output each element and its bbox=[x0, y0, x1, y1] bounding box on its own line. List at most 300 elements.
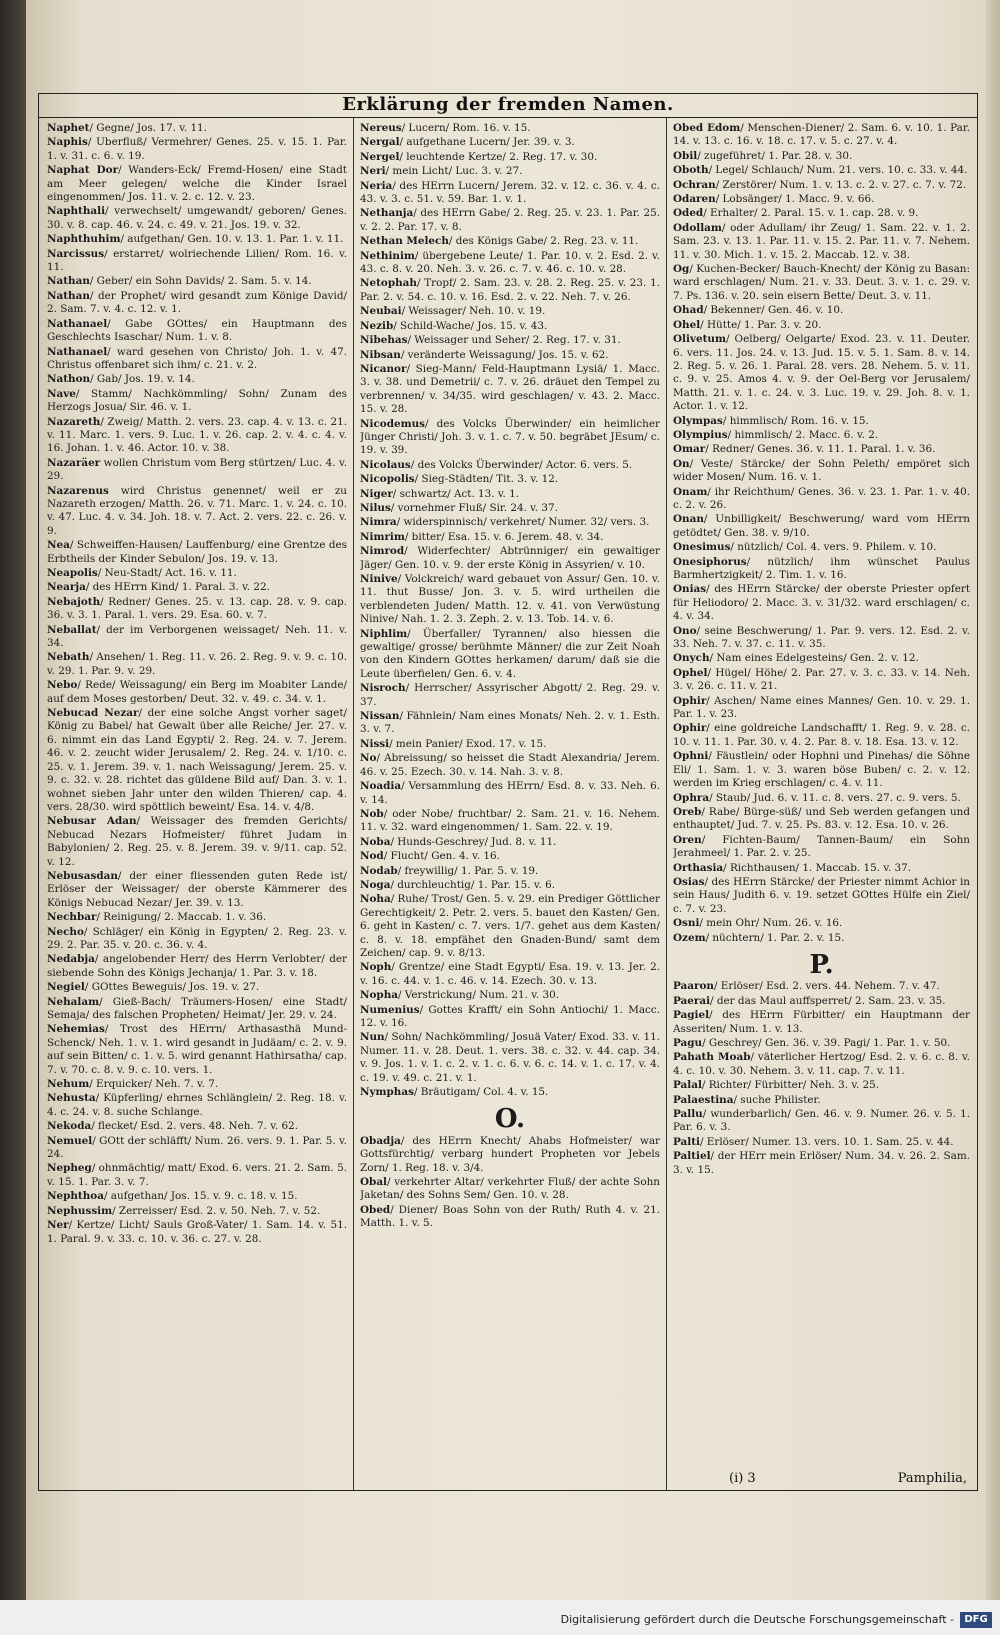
entry-text: / seine Beschwerung/ 1. Par. 9. vers. 12. Esd. 2. v. 33. Neh. 7. v. 37. c. 11. v. 35. bbox=[673, 624, 970, 651]
entry-headword: Ohad bbox=[673, 304, 704, 317]
entry-headword: Neria bbox=[360, 179, 393, 192]
glossary-entry bbox=[47, 1205, 347, 1218]
glossary-entry bbox=[360, 989, 660, 1002]
entry-text: / des HErrn Stärcke/ der oberste Priester opfert für Heliodoro/ 2. Macc. 3. v. 31/32. ward erschlagen/ c. 4. v. 34. bbox=[673, 583, 970, 623]
entry-text: / nützlich/ ihm wünschet Paulus Barmhertzigkeit/ 2. Tim. 1. v. 16. bbox=[673, 555, 970, 581]
glossary-entry bbox=[673, 1150, 970, 1177]
entry-text: / des HErrn Lucern/ Jerem. 32. v. 12. c. 36. v. 4. c. 43. v. 3. c. 51. v. 59. Bar. 1. v. 1. bbox=[360, 179, 660, 206]
entry-text: / des HErrn Kind/ 1. Paral. 3. v. 22. bbox=[85, 581, 270, 594]
entry-text: / Widerfechter/ Abtrünniger/ ein gewaltiger Jäger/ Gen. 10. v. 9. der erste König in Assyrien/ v. 10. bbox=[360, 545, 660, 571]
glossary-entry bbox=[360, 277, 660, 304]
glossary-entry bbox=[673, 333, 970, 413]
entry-text: / der HErr mein Erlöser/ Num. 34. v. 26. 2. Sam. 3. v. 15. bbox=[673, 1150, 970, 1176]
glossary-entry bbox=[360, 893, 660, 960]
entry-headword: Paerai bbox=[673, 994, 711, 1007]
entry-text: / des HErrn Gabe/ 2. Reg. 25. v. 23. 1. Par. 25. v. 2. 2. Par. 17. v. 8. bbox=[360, 207, 660, 233]
entry-headword: Neballat bbox=[47, 623, 97, 636]
glossary-entry bbox=[673, 458, 970, 485]
glossary-entry bbox=[360, 1086, 660, 1099]
entry-text: / Uberfluß/ Vermehrer/ Genes. 25. v. 15. 1. Par. 1. v. 31. c. 6. v. 19. bbox=[47, 136, 347, 162]
entry-text: / oder Nobe/ fruchtbar/ 2. Sam. 21. v. 16. Nehem. 11. v. 32. ward eingenommen/ 1. Sam. 22. v. 19. bbox=[360, 807, 660, 834]
entry-headword: Nathon bbox=[47, 373, 91, 386]
glossary-entry bbox=[673, 722, 970, 749]
entry-text: / des HErrn Stärcke/ der Priester nimmt Achior in sein Haus/ Judith 6. v. 19. setzet GOttes Hülfe ein Ziel/ c. 7. v. 23. bbox=[673, 875, 970, 915]
entry-text: / Zweig/ Matth. 2. vers. 23. cap. 4. v. 13. c. 21. v. 11. Marc. 1. vers. 9. Luc. 1. v. 26. cap. 2. v. 4. c. 4. v. 16. Johan. 1. v. 46. Actor. 10. v. 38. bbox=[47, 415, 347, 455]
entry-headword: Onam bbox=[673, 485, 708, 498]
entry-headword: Ochran bbox=[673, 178, 716, 191]
entry-text: / Legel/ Schlauch/ Num. 21. vers. 10. c. 33. v. 44. bbox=[708, 164, 968, 177]
glossary-entry bbox=[673, 695, 970, 722]
entry-text: / Bräutigam/ Col. 4. v. 15. bbox=[413, 1086, 549, 1099]
entry-headword: Nimra bbox=[360, 516, 397, 529]
entry-text: / verwechselt/ umgewandt/ geboren/ Genes. 30. v. 8. cap. 46. v. 24. c. 49. v. 21. Jos. 19. v. 32. bbox=[47, 205, 347, 231]
entry-headword: Noadia bbox=[360, 780, 402, 793]
entry-text: / widerspinnisch/ verkehret/ Numer. 32/ vers. 3. bbox=[396, 516, 650, 529]
entry-headword: Nissan bbox=[360, 710, 400, 723]
entry-headword: Noga bbox=[360, 878, 391, 891]
entry-text: / Fähnlein/ Nam eines Monats/ Neh. 2. v. 1. Esth. 3. v. 7. bbox=[360, 710, 660, 736]
entry-text: / der eine solche Angst vorher saget/ König zu Babel/ hat Gewalt über alle Reiche/ Jer. 27. v. 6. nimmt ein das Land Egypti/ 2. Reg. 24. v. 7. Jerem. 46. v. 2. zeucht wider Jerusalem/ 2. Reg. 24. v. 1/10. c. 25. v. 1. Jerem. 39. v. 1. nach Weissagung/ Jerem. 25. v. 9. c. 32. v. 28. richtet das güldene Bild auf/ Dan. 3. v. 1. wohnet sieben Jahr unter den wilden Thieren/ cap. 4. vers. 28/30. wird spöttlich beweint/ Esa. 14. v. 4/8. bbox=[47, 707, 347, 813]
glossary-entry bbox=[360, 836, 660, 849]
glossary-entry bbox=[47, 136, 347, 163]
entry-headword: Olivetum bbox=[673, 333, 726, 346]
glossary-entry bbox=[673, 304, 970, 317]
page-header: Erklärung der fremden Namen. bbox=[342, 94, 674, 115]
glossary-entry bbox=[673, 834, 970, 861]
entry-text: / Erlöser/ Esd. 2. vers. 44. Nehem. 7. v. 47. bbox=[713, 980, 940, 993]
glossary-entry bbox=[360, 545, 660, 572]
glossary-entry bbox=[673, 876, 970, 916]
entry-text: / Zerstörer/ Num. 1. v. 13. c. 2. v. 27. c. 7. v. 72. bbox=[715, 178, 967, 191]
glossary-entry bbox=[47, 388, 347, 415]
entry-headword: No bbox=[360, 752, 377, 765]
entry-headword: Nechbar bbox=[47, 911, 97, 924]
entry-text: / Menschen-Diener/ 2. Sam. 6. v. 10. 1. Par. 14. v. 13. c. 16. v. 18. c. 17. v. 5. c. 27. v. 4. bbox=[673, 122, 970, 148]
column-3 bbox=[673, 122, 970, 1462]
glossary-entry bbox=[360, 418, 660, 458]
glossary-entry bbox=[673, 263, 970, 303]
entry-headword: Nazaräer bbox=[47, 456, 101, 469]
glossary-entry bbox=[673, 792, 970, 805]
entry-headword: Nebusasdan bbox=[47, 869, 118, 882]
entry-text: / Wanders-Eck/ Fremd-Hosen/ eine Stadt am Meer gelegen/ welche die Kinder Israel eingenommen/ Jos. 11. v. 2. c. 12. v. 23. bbox=[47, 164, 347, 204]
entry-text: / Hütte/ 1. Par. 3. v. 20. bbox=[700, 318, 822, 331]
entry-headword: Nimrim bbox=[360, 530, 405, 543]
glossary-entry bbox=[673, 193, 970, 206]
glossary-entry bbox=[360, 349, 660, 362]
entry-headword: Naphis bbox=[47, 136, 88, 149]
entry-text: / durchleuchtig/ 1. Par. 15. v. 6. bbox=[390, 878, 556, 891]
entry-text: / Erhalter/ 2. Paral. 15. v. 1. cap. 28. v. 9. bbox=[703, 207, 919, 220]
glossary-entry bbox=[360, 516, 660, 529]
glossary-entry bbox=[360, 250, 660, 277]
glossary-entry bbox=[360, 1031, 660, 1085]
entry-headword: Onych bbox=[673, 652, 710, 665]
glossary-entry bbox=[673, 1079, 970, 1092]
entry-headword: Onesiphorus bbox=[673, 555, 747, 568]
entry-headword: Naphthuhim bbox=[47, 233, 121, 246]
column-divider bbox=[353, 118, 354, 1490]
entry-headword: Onesimus bbox=[673, 541, 731, 554]
entry-headword: Narcissus bbox=[47, 247, 105, 260]
entry-text: / Neu-Stadt/ Act. 16. v. 11. bbox=[97, 567, 237, 579]
entry-text: / angelobender Herr/ des Herrn Verlobter/ der siebende Sohn des Königs Jechanja/ 1. Par. 3. v. 18. bbox=[47, 953, 347, 979]
entry-headword: Pallu bbox=[673, 1108, 703, 1121]
entry-headword: Onan bbox=[673, 513, 704, 526]
entry-text: / ward gesehen von Christo/ Joh. 1. v. 47. Christus offenbaret sich ihm/ c. 21. v. 2. bbox=[47, 345, 347, 371]
glossary-entry bbox=[47, 233, 347, 246]
glossary-entry bbox=[673, 1136, 970, 1149]
entry-headword: Naphthali bbox=[47, 205, 106, 218]
glossary-entry bbox=[673, 667, 970, 694]
text-frame bbox=[38, 93, 978, 1491]
entry-headword: Nathan bbox=[47, 289, 90, 302]
entry-text: / veränderte Weissagung/ Jos. 15. v. 62. bbox=[400, 348, 609, 361]
entry-text: / verkehrter Altar/ verkehrter Fluß/ der achte Sohn Jaketan/ des Sohns Sem/ Gen. 10. v. 28. bbox=[360, 1176, 660, 1202]
entry-text: / Schild-Wache/ Jos. 15. v. 43. bbox=[393, 319, 548, 332]
glossary-entry bbox=[360, 879, 660, 892]
catchword: Pamphilia, bbox=[897, 1471, 967, 1486]
entry-text: / GOttes Beweguis/ Jos. 19. v. 27. bbox=[84, 981, 260, 994]
glossary-entry bbox=[673, 429, 970, 442]
entry-text: / leuchtende Kertze/ 2. Reg. 17. v. 30. bbox=[399, 150, 598, 163]
entry-headword: Nymphas bbox=[360, 1086, 414, 1099]
entry-headword: Noha bbox=[360, 893, 391, 906]
entry-text: / Veste/ Stärcke/ der Sohn Peleth/ empöret sich wider Mosen/ Num. 16. v. 1. bbox=[673, 457, 970, 484]
glossary-entry bbox=[47, 248, 347, 275]
entry-text: / der einer fliessenden guten Rede ist/ Erlöser der Weissager/ der oberste Kämmerer des Königs Nebucad Nezar/ Jer. 39. v. 13. bbox=[47, 869, 347, 909]
glossary-entry bbox=[673, 1009, 970, 1036]
entry-text: / Sieg-Städten/ Tit. 3. v. 12. bbox=[414, 473, 559, 486]
glossary-entry bbox=[47, 416, 347, 456]
entry-headword: Ohel bbox=[673, 318, 701, 331]
glossary-entry bbox=[673, 806, 970, 833]
entry-text: / Ruhe/ Trost/ Gen. 5. v. 29. ein Prediger Göttlicher Gerechtigkeit/ 2. Petr. 2. vers. 5. bauet den Kasten/ Gen. 6. geht in Kasten/ c. 7. vers. 1/7. gehet aus dem Kasten/ c. 8. v. 18. empfähet den Gnaden-Bund/ samt dem Zeichen/ cap. 9. v. 8/13. bbox=[360, 893, 660, 959]
glossary-entry bbox=[673, 750, 970, 790]
entry-text: / Hügel/ Höhe/ 2. Par. 27. v. 3. c. 33. v. 14. Neh. 3. v. 26. c. 11. v. 21. bbox=[673, 666, 970, 693]
glossary-entry bbox=[673, 652, 970, 665]
entry-text: / Verstrickung/ Num. 21. v. 30. bbox=[397, 989, 560, 1002]
entry-text: / Oelberg/ Oelgarte/ Exod. 23. v. 11. Deuter. 6. vers. 11. Jos. 24. v. 13. Jud. 15. v. 5. 1. Sam. 8. v. 14. 2. Reg. 5. v. 26. 1. Paral. 28. vers. 28. Nehem. 5. v. 11. c. 9. v. 25. Amos 4. v. 9. der Oel-Berg vor Jerusalem/ Matth. 21. v. 1. c. 24. v. 3. Luc. 19. v. 29. Joh. 8. v. 1. Actor. 1. v. 12. bbox=[673, 333, 970, 413]
entry-text: / Stamm/ Nachkömmling/ Sohn/ Zunam des Herzogs Josua/ Sir. 46. v. 1. bbox=[47, 387, 347, 414]
scan-margin bbox=[0, 0, 26, 1635]
entry-headword: Netophah bbox=[360, 277, 417, 290]
glossary-entry bbox=[47, 624, 347, 651]
entry-text: / Weissager des fremden Gerichts/ Nebucad Nezars Hofmeister/ führet Judam in Babylonien/ 2. Reg. 25. v. 8. Jerem. 39. v. 9/11. cap. 52. v. 12. bbox=[47, 815, 347, 868]
entry-text: / Hunds-Geschrey/ Jud. 8. v. 11. bbox=[390, 835, 557, 848]
entry-text: / Weissager und Seher/ 2. Reg. 17. v. 31. bbox=[407, 334, 621, 347]
entry-headword: Ophra bbox=[673, 791, 710, 804]
entry-text: / Erlöser/ Numer. 13. vers. 10. 1. Sam. 25. v. 44. bbox=[699, 1135, 954, 1148]
entry-text: / Herrscher/ Assyrischer Abgott/ 2. Reg. 29. v. 37. bbox=[360, 682, 660, 708]
glossary-entry bbox=[360, 180, 660, 207]
entry-text: / Überfaller/ Tyrannen/ also hiessen die gewaltige/ grosse/ berühmte Männer/ die zur Zeit Noah von den Kindern GOttes herkamen/ darum/ daß sie die Leute überfielen/ Gen. 6. v. 4. bbox=[360, 627, 660, 680]
glossary-entry bbox=[360, 305, 660, 318]
entry-headword: Nave bbox=[47, 387, 76, 400]
entry-text: / Erquicker/ Neh. 7. v. 7. bbox=[89, 1078, 219, 1091]
glossary-entry bbox=[360, 235, 660, 248]
entry-headword: Obed bbox=[360, 1203, 391, 1216]
glossary-entry bbox=[360, 573, 660, 627]
entry-headword: Nebo bbox=[47, 679, 78, 692]
entry-text: / nützlich/ Col. 4. vers. 9. Philem. v. 10. bbox=[730, 541, 937, 554]
glossary-entry bbox=[360, 363, 660, 417]
entry-headword: Neapolis bbox=[47, 567, 98, 579]
glossary-entry bbox=[673, 932, 970, 945]
entry-text: / Volckreich/ ward gebauet von Assur/ Gen. 10. v. 11. thut Busse/ Jon. 3. v. 5. wird urtheilen die verblendeten Juden/ Matth. 12. v. 41. von Verwüstung Ninive/ Nah. 1. 2. 3. Zeph. 2. v. 13. Tob. 14. v. 6. bbox=[360, 573, 660, 626]
entry-headword: Nicopolis bbox=[360, 473, 415, 486]
entry-text: / der im Verborgenen weissaget/ Neh. 11. v. 34. bbox=[47, 623, 347, 650]
column-1 bbox=[47, 122, 347, 1462]
entry-headword: Palaestina bbox=[673, 1093, 734, 1106]
glossary-entry bbox=[360, 165, 660, 178]
entry-text: / Redner/ Genes. 36. v. 11. 1. Paral. 1. v. 36. bbox=[705, 443, 936, 456]
entry-headword: Nethanja bbox=[360, 207, 414, 220]
entry-text: / Lobsänger/ 1. Macc. 9. v. 66. bbox=[715, 193, 875, 206]
glossary-entry bbox=[673, 207, 970, 220]
entry-text: wollen Christum vom Berg stürtzen/ Luc. 4. v. 29. bbox=[47, 456, 347, 483]
glossary-entry bbox=[360, 780, 660, 807]
glossary-entry bbox=[360, 1176, 660, 1203]
glossary-entry bbox=[360, 710, 660, 737]
entry-headword: Ono bbox=[673, 624, 697, 637]
glossary-entry bbox=[47, 815, 347, 869]
glossary-entry bbox=[360, 151, 660, 164]
entry-text: / himmlisch/ Rom. 16. v. 15. bbox=[722, 414, 869, 427]
glossary-entry bbox=[47, 539, 347, 566]
entry-headword: Nergal bbox=[360, 136, 400, 149]
entry-text: / Fichten-Baum/ Tannen-Baum/ ein Sohn Jerahmeel/ 1. Par. 2. v. 25. bbox=[673, 833, 970, 860]
glossary-entry bbox=[360, 334, 660, 347]
glossary-entry bbox=[360, 122, 660, 135]
glossary-entry bbox=[47, 1078, 347, 1091]
entry-headword: Nilus bbox=[360, 501, 391, 514]
entry-text: / Rabe/ Bürge-süß/ und Seb werden gefangen und enthauptet/ Jud. 7. v. 25. Ps. 83. v. 12. Esa. 10. v. 26. bbox=[673, 805, 970, 832]
glossary-entry bbox=[673, 1037, 970, 1050]
entry-headword: Obil bbox=[673, 149, 698, 162]
entry-text: / zugeführet/ 1. Par. 28. v. 30. bbox=[697, 149, 853, 162]
glossary-entry bbox=[673, 179, 970, 192]
entry-text: / Abreissung/ so heisset die Stadt Alexandria/ Jerem. 46. v. 25. Ezech. 30. v. 14. Nah. 3. v. 8. bbox=[360, 752, 660, 778]
entry-headword: Paltiel bbox=[673, 1150, 711, 1163]
glossary-entry bbox=[47, 1120, 347, 1133]
entry-text: / Trost des HErrn/ Arthasasthä Mund-Schenck/ Neh. 1. v. 1. wird gesandt in Judäam/ c. 2. v. 9. auf sein Bitten/ c. 1. v. 5. wird genannt Hathirsatha/ cap. 7. v. 70. c. 8. v. 9. c. 10. vers. 1. bbox=[47, 1023, 347, 1076]
glossary-entry bbox=[360, 682, 660, 709]
entry-text: / vornehmer Fluß/ Sir. 24. v. 37. bbox=[390, 501, 558, 514]
entry-headword: Paaron bbox=[673, 980, 714, 993]
glossary-entry bbox=[360, 531, 660, 544]
entry-headword: Nea bbox=[47, 539, 70, 552]
entry-headword: Omar bbox=[673, 443, 706, 456]
entry-headword: Nun bbox=[360, 1031, 385, 1044]
entry-headword: Nicodemus bbox=[360, 417, 425, 430]
glossary-entry bbox=[360, 320, 660, 333]
glossary-entry bbox=[673, 1051, 970, 1078]
column-divider bbox=[666, 118, 667, 1490]
glossary-entry bbox=[47, 373, 347, 386]
entry-text: / Flucht/ Gen. 4. v. 16. bbox=[383, 850, 500, 863]
entry-text: / Nam eines Edelgesteins/ Gen. 2. v. 12. bbox=[709, 652, 919, 665]
glossary-entry bbox=[673, 486, 970, 513]
entry-text: / GOtt der schläfft/ Num. 26. vers. 9. 1. Par. 5. v. 24. bbox=[47, 1134, 347, 1161]
glossary-entry bbox=[47, 1023, 347, 1077]
glossary-entry bbox=[360, 473, 660, 486]
entry-text: / Geber/ ein Sohn Davids/ 2. Sam. 5. v. 14. bbox=[89, 275, 312, 288]
entry-text: / Reinigung/ 2. Maccab. 1. v. 36. bbox=[96, 911, 267, 924]
entry-text: / Zerreisser/ Esd. 2. v. 50. Neh. 7. v. 52. bbox=[112, 1204, 321, 1217]
glossary-entry bbox=[673, 319, 970, 332]
entry-headword: Obadja bbox=[360, 1134, 401, 1147]
entry-headword: Nathanael bbox=[47, 345, 108, 358]
entry-headword: Oboth bbox=[673, 164, 709, 177]
entry-headword: Nereus bbox=[360, 122, 402, 134]
entry-headword: Nodab bbox=[360, 864, 398, 877]
entry-text: / Grentze/ eine Stadt Egypti/ Esa. 19. v. 13. Jer. 2. v. 16. c. 44. v. 1. c. 46. v. 14. Ezech. 30. v. 13. bbox=[360, 961, 660, 987]
entry-headword: Nisroch bbox=[360, 682, 406, 695]
entry-text: / Rede/ Weissagung/ ein Berg im Moabiter Lande/ auf dem Moses gestorben/ Deut. 32. v. 49. c. 34. v. 1. bbox=[47, 679, 347, 705]
glossary-entry bbox=[360, 1204, 660, 1231]
glossary-entry bbox=[673, 625, 970, 652]
glossary-entry bbox=[47, 953, 347, 980]
entry-headword: Nedabja bbox=[47, 953, 95, 966]
glossary-entry bbox=[47, 1162, 347, 1189]
glossary-entry bbox=[47, 205, 347, 232]
glossary-entry bbox=[673, 222, 970, 262]
glossary-entry bbox=[47, 707, 347, 814]
entry-headword: Niger bbox=[360, 487, 393, 500]
entry-headword: Odollam bbox=[673, 221, 722, 234]
entry-headword: Nekoda bbox=[47, 1120, 92, 1133]
entry-headword: Palal bbox=[673, 1079, 702, 1092]
entry-headword: Nehalam bbox=[47, 995, 100, 1008]
header-rule bbox=[39, 117, 977, 118]
glossary-entry bbox=[47, 290, 347, 317]
entry-headword: Oded bbox=[673, 207, 704, 220]
entry-headword: Nebath bbox=[47, 651, 90, 664]
book-page bbox=[26, 0, 1000, 1600]
signature-mark: (i) 3 bbox=[729, 1471, 756, 1486]
entry-headword: Nob bbox=[360, 807, 384, 820]
glossary-entry bbox=[673, 541, 970, 554]
entry-text: / suche Philister. bbox=[733, 1093, 821, 1106]
entry-headword: Olympas bbox=[673, 414, 723, 427]
entry-headword: Noph bbox=[360, 961, 392, 974]
entry-headword: Ozem bbox=[673, 931, 706, 944]
entry-headword: Nazareth bbox=[47, 415, 101, 428]
glossary-entry bbox=[47, 457, 347, 484]
glossary-entry bbox=[47, 485, 347, 539]
glossary-entry bbox=[360, 628, 660, 682]
entry-text: / nüchtern/ 1. Par. 2. v. 15. bbox=[705, 931, 845, 944]
entry-headword: Nazarenus bbox=[47, 484, 109, 497]
entry-headword: Nibehas bbox=[360, 334, 408, 347]
entry-text: / mein Panier/ Exod. 17. v. 15. bbox=[389, 737, 547, 750]
entry-headword: Onias bbox=[673, 583, 707, 596]
glossary-entry bbox=[47, 164, 347, 204]
entry-headword: Nebucad Nezar bbox=[47, 707, 139, 720]
entry-text: / des Volcks Überwinder/ Actor. 6. vers. 5. bbox=[410, 458, 633, 471]
entry-headword: Obal bbox=[360, 1176, 387, 1189]
entry-text: / aufgethan/ Jos. 15. v. 9. c. 18. v. 15. bbox=[103, 1190, 298, 1203]
funding-credit: Digitalisierung gefördert durch die Deutsche Forschungsgemeinschaft - bbox=[560, 1613, 954, 1626]
entry-headword: Nissi bbox=[360, 737, 390, 750]
entry-text: / Diener/ Boas Sohn von der Ruth/ Ruth 4. v. 21. Matth. 1. v. 5. bbox=[360, 1203, 660, 1230]
entry-headword: Pagu bbox=[673, 1037, 703, 1049]
entry-headword: Nehemias bbox=[47, 1023, 105, 1036]
entry-headword: Ophir bbox=[673, 722, 707, 735]
entry-text: / Geschrey/ Gen. 36. v. 39. Pagi/ 1. Par. 1. v. 50. bbox=[702, 1037, 951, 1049]
entry-text: / Staub/ Jud. 6. v. 11. c. 8. vers. 27. c. 9. vers. 5. bbox=[709, 791, 961, 804]
entry-headword: Pagiel bbox=[673, 1009, 710, 1022]
glossary-entry bbox=[360, 738, 660, 751]
entry-text: / Sohn/ Nachkömmling/ Josuä Vater/ Exod. 33. v. 11. Numer. 11. v. 28. Deut. 1. vers. 38. c. 32. v. 44. cap. 34. v. 9. Jos. 1. v. 1. c. 2. v. 1. c. 6. v. 6. c. 14. v. 1. c. 17. v. 4. c. 19. v. 49. c. 21. v. 1. bbox=[360, 1031, 660, 1084]
glossary-entry bbox=[360, 136, 660, 149]
glossary-entry bbox=[47, 122, 347, 135]
entry-text: / des HErrn Knecht/ Ahabs Hofmeister/ war Gottsfürchtig/ verbarg hundert Propheten vor Jebels Zorn/ 1. Reg. 18. v. 3/4. bbox=[360, 1134, 660, 1174]
entry-text: / Kertze/ Licht/ Sauls Groß-Vater/ 1. Sam. 14. v. 51. 1. Paral. 9. v. 33. c. 10. v. 36. c. 27. v. 28. bbox=[47, 1219, 347, 1245]
entry-headword: Nezib bbox=[360, 319, 394, 332]
entry-headword: Naphet bbox=[47, 122, 90, 134]
entry-headword: Nod bbox=[360, 850, 384, 863]
entry-headword: Neri bbox=[360, 165, 386, 178]
glossary-entry bbox=[360, 752, 660, 779]
entry-text: / schwartz/ Act. 13. v. 1. bbox=[392, 487, 520, 500]
entry-text: / freywillig/ 1. Par. 5. v. 19. bbox=[397, 864, 539, 877]
entry-text: / Sieg-Mann/ Feld-Hauptmann Lysiä/ 1. Macc. 3. v. 38. und Demetrii/ c. 7. v. 26. dräuet den Tempel zu verbrennen/ v. 34/35. wird geschlagen/ v. 43. 2. Macc. 15. v. 28. bbox=[360, 362, 660, 416]
entry-headword: Nicolaus bbox=[360, 458, 411, 471]
section-letter: O. bbox=[494, 1104, 526, 1135]
entry-headword: Nethan Melech bbox=[360, 235, 449, 248]
entry-text: / Ansehen/ 1. Reg. 11. v. 26. 2. Reg. 9. v. 9. c. 10. v. 29. 1. Par. 9. v. 29. bbox=[47, 651, 347, 677]
glossary-entry bbox=[673, 164, 970, 177]
entry-text: / aufgethane Lucern/ Jer. 39. v. 3. bbox=[399, 136, 575, 149]
entry-headword: Niphlim bbox=[360, 627, 408, 640]
entry-headword: Osias bbox=[673, 875, 705, 888]
entry-headword: Nemuel bbox=[47, 1134, 93, 1147]
entry-text: / himmlisch/ 2. Macc. 6. v. 2. bbox=[727, 428, 879, 441]
glossary-entry bbox=[360, 808, 660, 835]
glossary-entry bbox=[47, 926, 347, 953]
entry-text: / wunderbarlich/ Gen. 46. v. 9. Numer. 26. v. 5. 1. Par. 6. v. 3. bbox=[673, 1108, 970, 1134]
glossary-entry bbox=[360, 488, 660, 501]
entry-headword: Naphat Dor bbox=[47, 164, 119, 177]
glossary-entry bbox=[360, 459, 660, 472]
entry-text: / ohnmächtig/ matt/ Exod. 6. vers. 21. 2. Sam. 5. v. 15. 1. Par. 3. v. 7. bbox=[47, 1162, 347, 1188]
glossary-entry bbox=[47, 1219, 347, 1246]
entry-text: wird Christus genennet/ weil er zu Nazareth erzogen/ Matth. 26. v. 71. Marc. 1. v. 24. c. 10. v. 47. Luc. 4. v. 34. Joh. 18. v. 7. Act. 2. vers. 22. c. 26. v. 9. bbox=[47, 484, 347, 537]
entry-text: / Küpferling/ ehrnes Schlänglein/ 2. Reg. 18. v. 4. c. 24. v. 8. suche Schlange. bbox=[47, 1092, 347, 1118]
glossary-entry bbox=[673, 150, 970, 163]
entry-headword: Nimrod bbox=[360, 545, 405, 558]
entry-headword: Nibsan bbox=[360, 348, 401, 361]
glossary-entry bbox=[360, 502, 660, 515]
entry-text: / Redner/ Genes. 25. v. 13. cap. 28. v. 9. cap. 36. v. 3. 1. Paral. 1. vers. 29. Esa. 60. v. 7. bbox=[47, 595, 347, 622]
entry-text: / Schweiffen-Hausen/ Lauffenburg/ eine Grentze des Erbtheils der Kinder Sebulon/ Jos. 19. v. 13. bbox=[47, 539, 347, 565]
entry-headword: Orthasia bbox=[673, 861, 724, 874]
entry-text: / Richthausen/ 1. Maccab. 15. v. 37. bbox=[723, 861, 912, 874]
entry-text: / ihr Reichthum/ Genes. 36. v. 23. 1. Par. 1. v. 40. c. 2. v. 26. bbox=[673, 485, 970, 511]
glossary-entry bbox=[360, 1135, 660, 1175]
entry-headword: Neubai bbox=[360, 305, 402, 318]
entry-headword: Nehusta bbox=[47, 1092, 96, 1105]
glossary-entry bbox=[47, 679, 347, 706]
entry-headword: Nephthoa bbox=[47, 1190, 104, 1203]
glossary-entry bbox=[47, 318, 347, 345]
glossary-entry bbox=[673, 443, 970, 456]
dfg-logo-icon[interactable]: DFG bbox=[960, 1612, 992, 1628]
entry-text: / der das Maul auffsperret/ 2. Sam. 23. v. 35. bbox=[710, 994, 946, 1007]
credit-bar bbox=[0, 1600, 1000, 1635]
